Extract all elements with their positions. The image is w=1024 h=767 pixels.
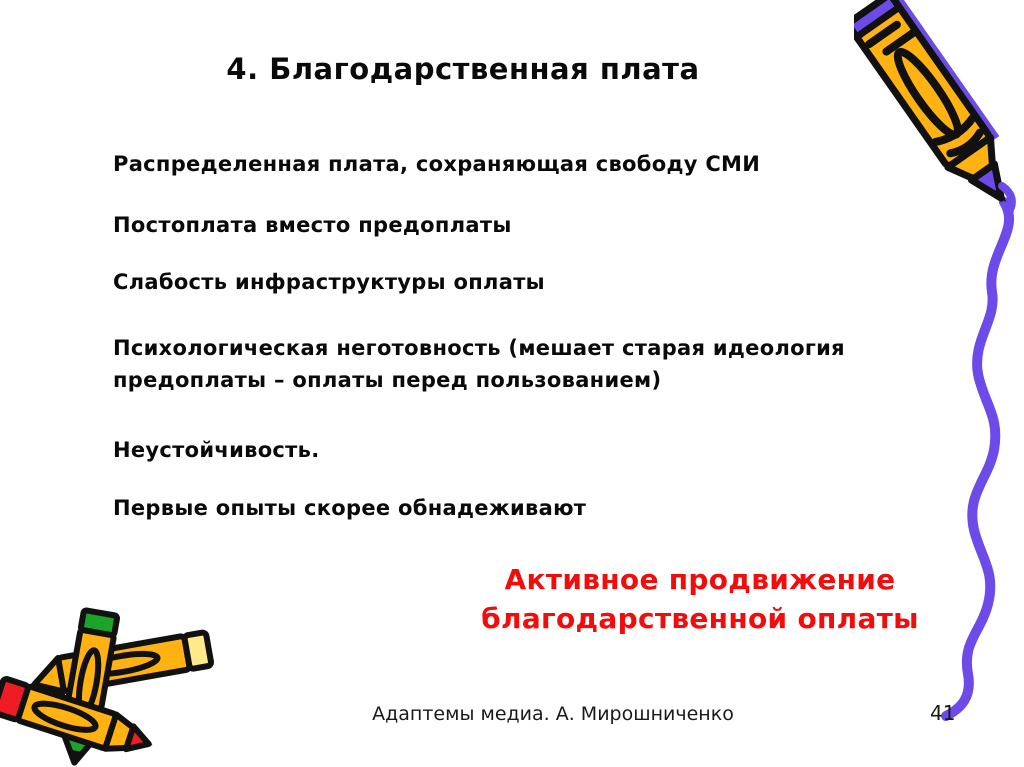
bullet-item: Постоплата вместо предоплаты	[113, 213, 512, 237]
page-number: 41	[930, 701, 956, 725]
bullet-item: Первые опыты скорее обнадеживают	[113, 496, 587, 520]
bullet-item: Неустойчивость.	[113, 438, 320, 462]
highlight-line-2: благодарственной оплаты	[481, 602, 919, 635]
footer-credit: Адаптемы медиа. А. Мирошниченко	[372, 703, 734, 725]
highlight-text	[450, 560, 950, 638]
slide-title: 4. Благодарственная плата	[226, 52, 700, 86]
bullet-item: Психологическая неготовность (мешает старая идеология предоплаты – оплаты перед пользованием)	[113, 336, 845, 392]
crossed-crayons-icon	[0, 606, 215, 767]
bullet-item: Распределенная плата, сохраняющая свободу СМИ	[113, 152, 761, 176]
bullet-item: Слабость инфраструктуры оплаты	[113, 270, 545, 294]
highlight-line-1: Активное продвижение	[504, 563, 896, 596]
